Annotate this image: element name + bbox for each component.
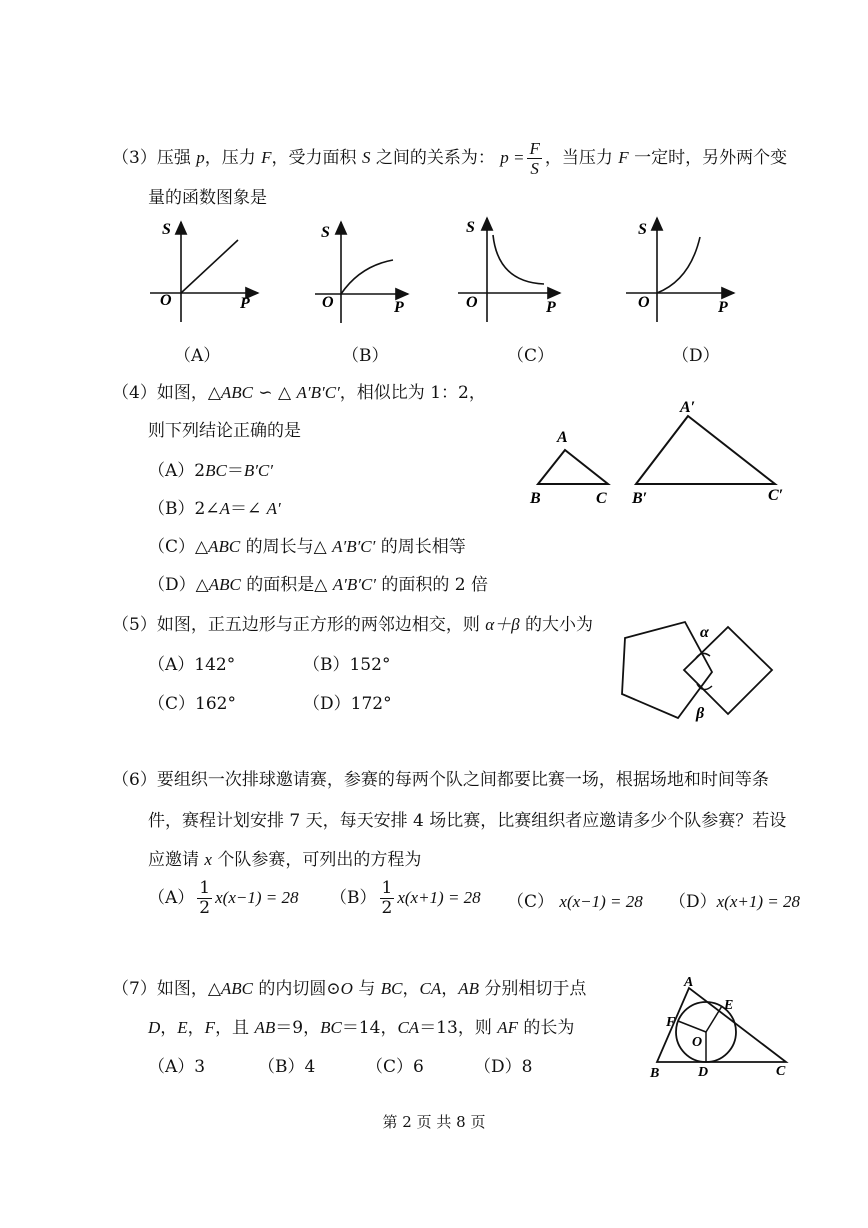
q6-option-b: （B） $\frac{1}{2}$ x(x+1) = 28 (330, 878, 481, 918)
q7-line1: （7）如图，△ABC 的内切圆⊙O 与 BC，CA，AB 分别相切于点 (112, 979, 587, 999)
svg-text:S: S (466, 219, 475, 236)
label-A1: A′ (680, 399, 696, 416)
q5-option-b: （B）152° (303, 655, 391, 675)
q6-option-a-fraction: $\frac{1}{2}$ (199, 878, 211, 918)
q6-option-d: （D）x(x+1) = 28 (669, 892, 800, 912)
q6-option-c: （C） x(x−1) = 28 (507, 892, 643, 912)
q6-line3: 应邀请 x 个队参赛，可列出的方程为 (148, 850, 422, 870)
graph-a-origin: O (160, 292, 172, 309)
q7-line2: D，E，F，且 AB＝9，BC＝14，CA＝13，则 AF 的长为 (148, 1018, 575, 1038)
label-B: B (650, 1066, 660, 1081)
q6-line1: （6）要组织一次排球邀请赛，参赛的每两个队之间都要比赛一场，根据场地和时间等条 (112, 770, 769, 790)
q4-stem2: 则下列结论正确的是 (148, 421, 301, 441)
q4-option-b: （B）2∠A＝∠ A′ (148, 499, 281, 519)
q4-stem: （4）如图，△ABC ∽ △ A′B′C′，相似比为 1：2， (112, 383, 486, 403)
label-B1: B′ (632, 490, 648, 507)
label-A: A (557, 429, 568, 446)
q5-option-c: （C）162° (148, 694, 236, 714)
q4-option-d: （D）△ABC 的面积是△ A′B′C′ 的面积的 2 倍 (148, 575, 489, 595)
svg-text:P: P (546, 299, 556, 316)
radius-OE (706, 1006, 722, 1032)
label-C1: C′ (768, 487, 784, 504)
q5-stem: （5）如图，正五边形与正方形的两邻边相交，则 α＋β 的大小为 (112, 615, 594, 635)
graph-b-option: （B） (342, 346, 389, 366)
svg-text:O: O (638, 294, 650, 311)
q6-option-a: （A） $\frac{1}{2}$ x(x−1) = 28 (148, 878, 299, 918)
q4-option-c: （C）△ABC 的周长与△ A′B′C′ 的周长相等 (148, 537, 466, 557)
q3-formula-fraction: $\frac{F}{S}$ (529, 139, 540, 178)
svg-text:P: P (718, 299, 728, 316)
svg-text:S: S (321, 224, 330, 241)
label-A: A (684, 975, 694, 990)
label-C: C (596, 490, 607, 507)
graph-a-xlabel: P (240, 295, 250, 312)
q5-option-d: （D）172° (303, 694, 392, 714)
svg-text:S: S (638, 221, 647, 238)
q3-line1: （3）压强 p，压力 F，受力面积 S 之间的关系为： p = $\frac{F}{S}$ ，当压力 F 一定时，另外两个变 (112, 139, 788, 178)
label-F: F (666, 1015, 676, 1030)
q7-option-b: （B）4 (258, 1057, 316, 1077)
label-E: E (724, 998, 734, 1013)
svg-text:O: O (466, 294, 478, 311)
graph-d-option: （D） (672, 346, 720, 366)
radius-OF (678, 1021, 706, 1032)
label-beta: β (696, 705, 705, 722)
label-O: O (692, 1035, 703, 1050)
graph-a-ylabel: S (162, 221, 171, 238)
svg-text:P: P (394, 299, 404, 316)
q6-line2: 件，赛程计划安排 7 天，每天安排 4 场比赛，比赛组织者应邀请多少个队参赛？若设 (148, 811, 787, 831)
q6-option-b-fraction: $\frac{1}{2}$ (381, 878, 393, 918)
label-C: C (776, 1064, 786, 1079)
svg-text:O: O (322, 294, 334, 311)
label-alpha: α (700, 624, 709, 641)
q3-line2: 量的函数图象是 (148, 188, 267, 208)
label-D: D (698, 1065, 709, 1080)
q4-option-a: （A）2BC＝B′C′ (148, 461, 273, 481)
q7-option-d: （D）8 (474, 1057, 533, 1077)
graph-c-option: （C） (507, 346, 555, 366)
q7-option-a: （A）3 (148, 1057, 206, 1077)
q7-option-c: （C）6 (366, 1057, 424, 1077)
graph-a-option: （A） (174, 346, 221, 366)
label-B: B (530, 490, 541, 507)
page-footer: 第 2 页 共 8 页 (382, 1113, 486, 1131)
q5-option-a: （A）142° (148, 655, 236, 675)
